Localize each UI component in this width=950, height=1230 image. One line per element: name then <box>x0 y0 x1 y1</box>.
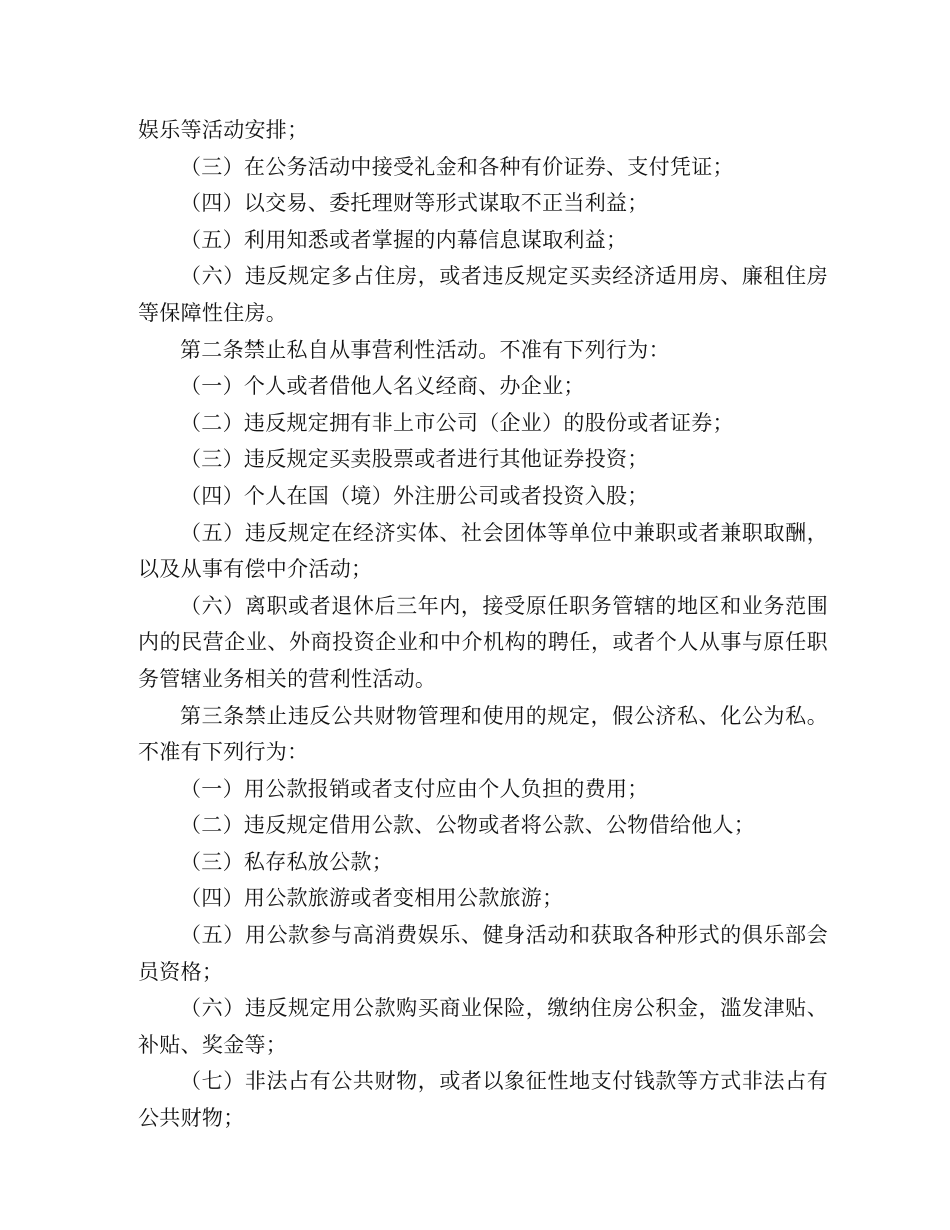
document-body <box>138 112 828 1137</box>
paragraph: 第三条禁止违反公共财物管理和使用的规定，假公济私、化公为私。不准有下列行为： <box>138 703 828 765</box>
paragraph: （二）违反规定借用公款、公物或者将公款、公物借给他人； <box>180 813 756 838</box>
paragraph: （三）违反规定买卖股票或者进行其他证券投资； <box>180 447 649 472</box>
paragraph: （六）违反规定多占住房，或者违反规定买卖经济适用房、廉租住房等保障性住房。 <box>138 264 828 325</box>
paragraph: （七）非法占有公共财物，或者以象征性地支付钱款等方式非法占有公共财物； <box>138 1069 828 1131</box>
paragraph: 第二条禁止私自从事营利性活动。不准有下列行为： <box>180 337 670 362</box>
paragraph: （一）用公款报销或者支付应由个人负担的费用； <box>180 776 649 801</box>
paragraph: 娱乐等活动安排； <box>138 118 309 142</box>
paragraph: （五）违反规定在经济实体、社会团体等单位中兼职或者兼职取酬，以及从事有偿中介活动； <box>138 520 828 582</box>
paragraph: （六）离职或者退休后三年内，接受原任职务管辖的地区和业务范围内的民营企业、外商投资企业和中介机构的聘任，或者个人从事与原任职务管辖业务相关的营利性活动。 <box>138 593 828 691</box>
paragraph: （四）用公款旅游或者变相用公款旅游； <box>180 886 564 911</box>
paragraph: （六）违反规定用公款购买商业保险，缴纳住房公积金，滥发津贴、补贴、奖金等； <box>138 996 828 1057</box>
paragraph: （三）私存私放公款； <box>180 849 393 874</box>
paragraph: （四）个人在国（境）外注册公司或者投资入股； <box>180 483 649 508</box>
paragraph: （四）以交易、委托理财等形式谋取不正当利益； <box>180 191 649 216</box>
paragraph: （三）在公务活动中接受礼金和各种有价证券、支付凭证； <box>180 154 734 179</box>
paragraph: （一）个人或者借他人名义经商、办企业； <box>180 374 585 399</box>
paragraph: （五）利用知悉或者掌握的内幕信息谋取利益； <box>180 227 628 252</box>
paragraph: （五）用公款参与高消费娱乐、健身活动和获取各种形式的俱乐部会员资格； <box>138 923 828 984</box>
paragraph: （二）违反规定拥有非上市公司（企业）的股份或者证券； <box>180 410 734 435</box>
